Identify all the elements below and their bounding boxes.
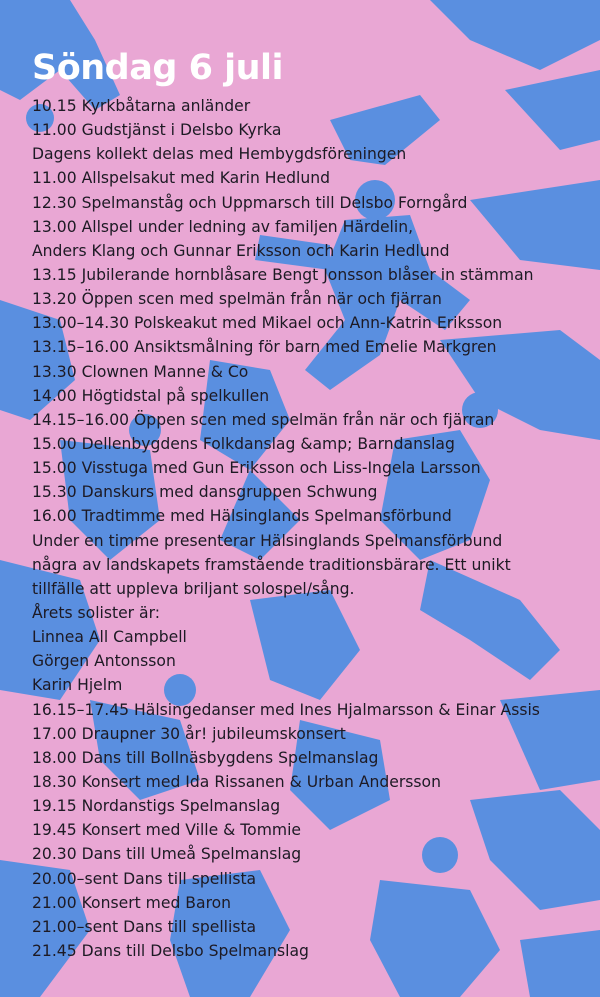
schedule-line: 13.15–16.00 Ansiktsmålning för barn med Emelie Markgren (32, 338, 497, 357)
schedule-line: 20.30 Dans till Umeå Spelmanslag (32, 845, 302, 864)
schedule-line: 13.00 Allspel under ledning av familjen Härdelin, (32, 217, 414, 236)
schedule-line: 13.30 Clownen Manne & Co (32, 362, 249, 381)
schedule-line: Dagens kollekt delas med Hembygdsföreningen (32, 145, 407, 164)
schedule-line: 19.45 Konsert med Ville & Tommie (32, 821, 302, 840)
schedule-line: 21.45 Dans till Delsbo Spelmanslag (32, 941, 309, 960)
schedule-line: 19.15 Nordanstigs Spelmanslag (32, 797, 281, 816)
schedule-line: 10.15 Kyrkbåtarna anländer (32, 97, 251, 115)
schedule-line: 18.30 Konsert med Ida Rissanen & Urban Andersson (32, 772, 441, 791)
schedule-line: 13.20 Öppen scen med spelmän från när och fjärran (32, 290, 442, 309)
schedule-line: Karin Hjelm (32, 676, 123, 695)
schedule-line: 13.15 Jubilerande hornblåsare Bengt Jonsson blåser in stämman (32, 265, 534, 284)
page-title: Söndag 6 juli (32, 48, 284, 88)
schedule-line: 21.00–sent Dans till spellista (32, 917, 257, 936)
schedule-line: 14.00 Högtidstal på spelkullen (32, 386, 270, 405)
schedule-line: 21.00 Konsert med Baron (32, 893, 232, 912)
schedule-line: Linnea All Campbell (32, 628, 187, 647)
schedule-line: 16.15–17.45 Hälsingedanser med Ines Hjalmarsson & Einar Assis (32, 700, 540, 719)
schedule-line: 13.00–14.30 Polskeakut med Mikael och Ann-Katrin Eriksson (32, 314, 503, 333)
schedule-line: 17.00 Draupner 30 år! jubileumskonsert (32, 724, 346, 743)
schedule-line: 11.00 Allspelsakut med Karin Hedlund (32, 169, 331, 188)
schedule-line: 11.00 Gudstjänst i Delsbo Kyrka (32, 121, 282, 140)
schedule-line: 12.30 Spelmanståg och Uppmarsch till Delsbo Forngård (32, 193, 468, 212)
schedule-line: tillfälle att uppleva briljant solospel/sång. (32, 579, 355, 598)
schedule-line: 16.00 Tradtimme med Hälsinglands Spelmansförbund (32, 507, 452, 526)
schedule-line: 15.00 Dellenbygdens Folkdanslag &amp; Barndanslag (32, 434, 455, 453)
schedule-line: 14.15–16.00 Öppen scen med spelmän från när och fjärran (32, 410, 495, 429)
schedule-line: Under en timme presenterar Hälsinglands Spelmansförbund (32, 531, 503, 550)
schedule-line: 18.00 Dans till Bollnäsbygdens Spelmanslag (32, 748, 379, 767)
schedule-line: 20.00–sent Dans till spellista (32, 869, 257, 888)
schedule-line: Årets solister är: (32, 603, 161, 622)
schedule-line: Görgen Antonsson (32, 652, 176, 671)
schedule-line: Anders Klang och Gunnar Eriksson och Karin Hedlund (32, 241, 450, 260)
schedule-line: några av landskapets framstående traditionsbärare. Ett unikt (32, 555, 511, 574)
schedule-line: 15.00 Visstuga med Gun Eriksson och Liss-Ingela Larsson (32, 459, 481, 478)
schedule-line: 15.30 Danskurs med dansgruppen Schwung (32, 483, 378, 502)
schedule (32, 48, 580, 963)
schedule-list (32, 94, 580, 963)
